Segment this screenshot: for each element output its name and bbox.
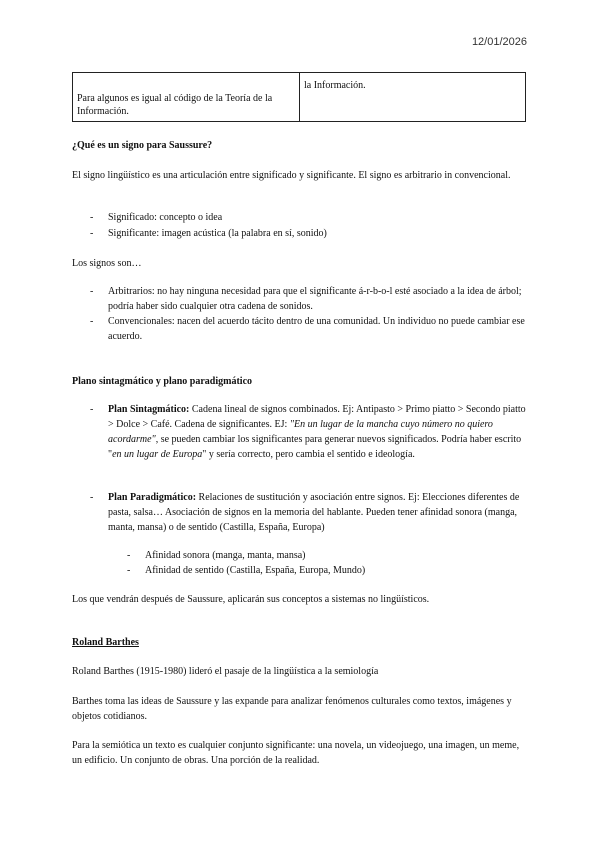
header-table	[72, 72, 526, 122]
barthes-p3: Para la semiótica un texto es cualquier conjunto significante: una novela, un videojuego, una imagen, un meme, un edificio. Un conjunto de obras. Una porción de la realidad.	[72, 740, 520, 766]
bullet-dash: -	[127, 565, 131, 576]
signos-son: Los signos son…	[72, 258, 142, 269]
planos-closing: Los que vendrán después de Saussure, aplicarán sus conceptos a sistemas no lingüísticos.	[72, 594, 430, 605]
sintagmatico-quote-b: en un lugar de Europa	[112, 449, 203, 460]
list-item: Significado: concepto o idea	[108, 212, 223, 223]
paradigmatico-item	[108, 490, 528, 535]
saussure-heading: ¿Qué es un signo para Saussure?	[72, 140, 213, 151]
barthes-p1: Roland Barthes (1915-1980) lideró el pasaje de la lingüística a la semiología	[72, 666, 379, 677]
list-item: Arbitrarios: no hay ninguna necesidad para que el significante á-r-b-o-l esté asociado a la idea de árbol; podría haber sido cualquier otra cadena de sonidos.	[108, 286, 522, 312]
sub-list-item: Afinidad de sentido (Castilla, España, Europa, Mundo)	[145, 565, 366, 576]
sintagmatico-quote-a: "En un lugar de la mancha cuyo número no quiero acordarme"	[108, 419, 493, 445]
barthes-p2: Barthes toma las ideas de Saussure y las expande para analizar fenómenos culturales como textos, imágenes y objetos cotidianos.	[72, 696, 512, 722]
list-item: Convencionales: nacen del acuerdo tácito dentro de una comunidad. Un individuo no puede cambiar ese acuerdo.	[108, 316, 525, 342]
bullet-dash: -	[90, 212, 94, 223]
list-item: Significante: imagen acústica (la palabra en sí, sonido)	[108, 228, 327, 239]
table-cell-right: la Información.	[300, 73, 526, 122]
sintagmatico-text-b: , se pueden cambiar los significantes para generar nuevos significados. Podría haber escrito "	[108, 434, 522, 460]
sintagmatico-label: Plan Sintagmático:	[108, 404, 190, 415]
bullet-dash: -	[127, 550, 131, 561]
saussure-intro: El signo lingüístico es una articulación entre significado y significante. El signo es arbitrario in convencional.	[72, 170, 511, 181]
planos-heading: Plano sintagmático y plano paradigmático	[72, 376, 253, 387]
bullet-dash: -	[90, 286, 94, 297]
date: 12/01/2026	[471, 36, 527, 48]
bullet-dash: -	[90, 228, 94, 239]
paradigmatico-label: Plan Paradigmático:	[108, 492, 197, 503]
bullet-dash: -	[90, 404, 94, 415]
table-cell-left: Para algunos es igual al código de la Teoría de la Información.	[73, 73, 300, 122]
paradigmatico-text: Relaciones de sustitución y asociación entre signos. Ej: Elecciones diferentes de pasta, salsa… Asociación de signos en la memoria del hablante. Pueden tener afinidad sonora (manga, manta, mansa) o de sentido (Castilla, España, Europa)	[108, 492, 520, 533]
bullet-dash: -	[90, 492, 94, 503]
sub-list-item: Afinidad sonora (manga, manta, mansa)	[145, 550, 306, 561]
sintagmatico-item	[108, 402, 528, 462]
bullet-dash: -	[90, 316, 94, 327]
sintagmatico-text-c: " y sería correcto, pero cambia el sentido e ideología.	[202, 449, 415, 460]
barthes-heading: Roland Barthes	[72, 637, 139, 648]
sintagmatico-text-a: Cadena lineal de signos combinados. Ej: Antipasto > Primo piatto > Secondo piatto > Dolce > Café. Cadena de significantes. EJ:	[108, 404, 526, 430]
